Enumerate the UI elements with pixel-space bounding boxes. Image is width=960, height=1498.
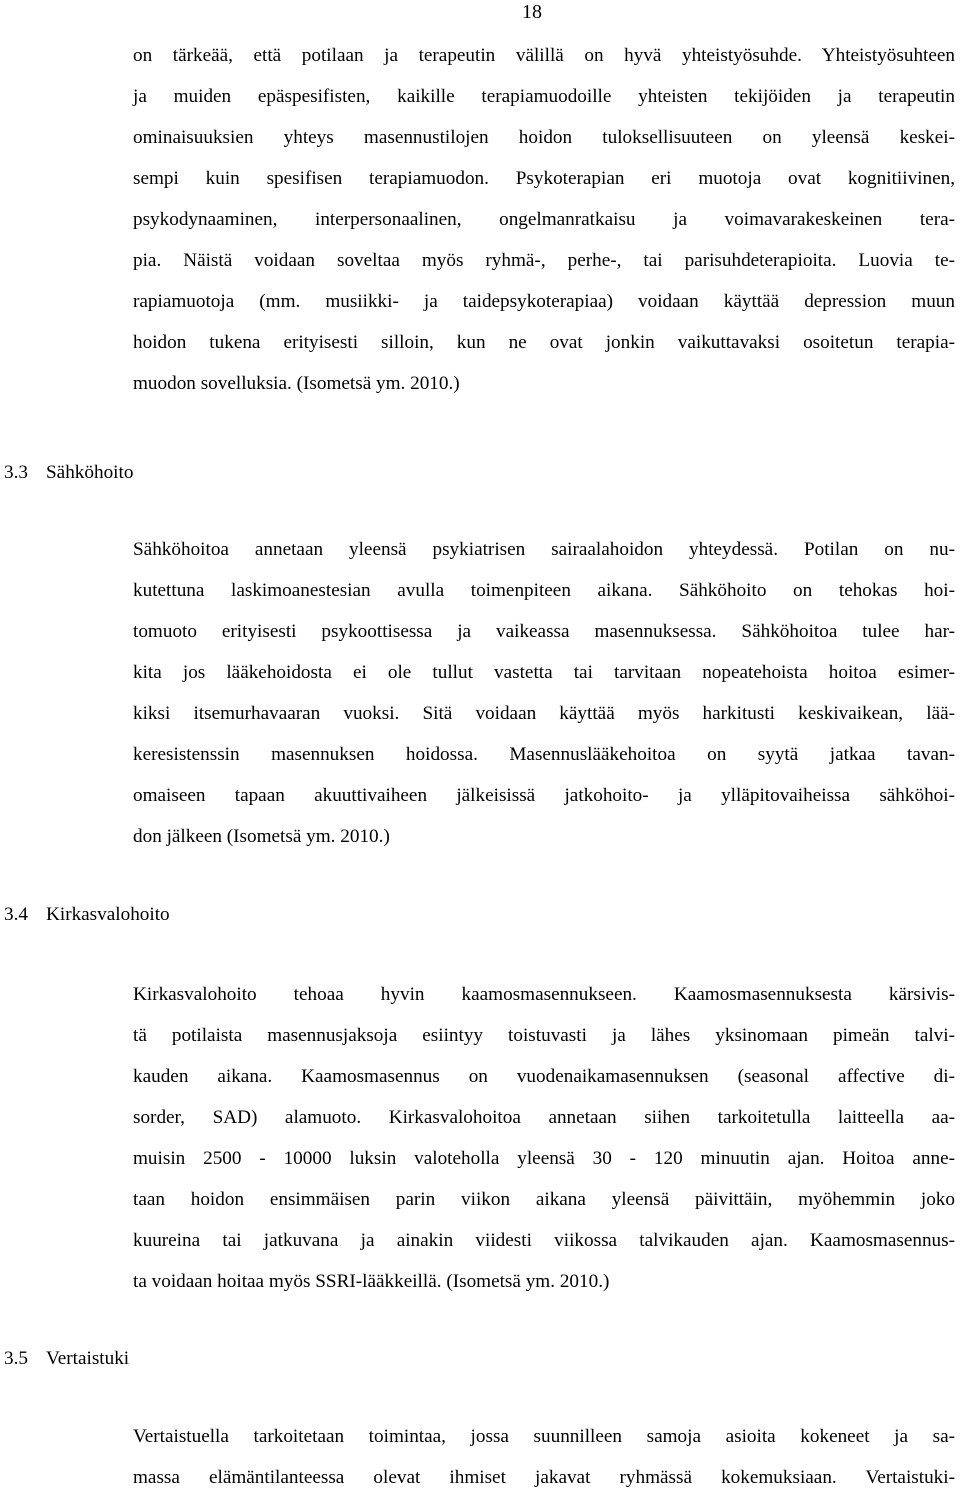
section-heading-electroconvulsive-therapy [4,461,133,485]
text-line: don jälkeen (Isometsä ym. 2010.) [133,826,390,847]
text-line: sorder, SAD) alamuoto. Kirkasvalohoitoa annetaan siihen tarkoitetulla laitteella aa- [133,1107,955,1128]
section-number: 3.5 [4,1348,28,1369]
section-title: Vertaistuki [46,1348,130,1369]
text-line: Kirkasvalohoito tehoaa hyvin kaamosmasennukseen. Kaamosmasennuksesta kärsivis- [133,984,955,1005]
text-line: kauden aikana. Kaamosmasennus on vuodenaikamasennuksen (seasonal affective di- [133,1066,955,1087]
text-line: keresistenssin masennuksen hoidossa. Masennuslääkehoitoa on syytä jatkaa tavan- [133,744,955,765]
text-line: omaiseen tapaan akuuttivaiheen jälkeisissä jatkohoito- ja ylläpitovaiheissa sähköhoi- [133,785,955,806]
section-number: 3.4 [4,904,28,925]
section-number: 3.3 [4,462,28,483]
text-line: taan hoidon ensimmäisen parin viikon aikana yleensä päivittäin, myöhemmin joko [133,1189,955,1210]
text-line: kutettuna laskimoanestesian avulla toimenpiteen aikana. Sähköhoito on tehokas hoi- [133,580,955,601]
text-line: ta voidaan hoitaa myös SSRI-lääkkeillä. (Isometsä ym. 2010.) [133,1271,610,1292]
paragraph-electroconvulsive-therapy [133,529,955,857]
text-line: Vertaistuella tarkoitetaan toimintaa, jossa suunnilleen samoja asioita kokeneet ja sa- [133,1426,955,1447]
text-line: Sähköhoitoa annetaan yleensä psykiatrisen sairaalahoidon yhteydessä. Potilan on nu- [133,539,955,560]
text-line: massa elämäntilanteessa olevat ihmiset jakavat ryhmässä kokemuksiaan. Vertaistuki- [133,1467,955,1488]
paragraph-therapy-forms [133,35,955,404]
section-title: Kirkasvalohoito [46,904,170,925]
text-line: muisin 2500 - 10000 luksin valoteholla yleensä 30 - 120 minuutin ajan. Hoitoa anne- [133,1148,955,1169]
text-line: ominaisuuksien yhteys masennustilojen hoidon tuloksellisuuteen on yleensä keskei- [133,127,955,148]
text-line: pia. Näistä voidaan soveltaa myös ryhmä-, perhe-, tai parisuhdeterapioita. Luovia te- [133,250,955,271]
text-line: hoidon tukena erityisesti silloin, kun ne ovat jonkin vaikuttavaksi osoitetun terapia- [133,332,955,353]
section-heading-bright-light-therapy [4,903,170,927]
paragraph-peer-support [133,1416,955,1498]
text-line: muodon sovelluksia. (Isometsä ym. 2010.) [133,373,460,394]
page-number: 18 [522,1,542,23]
text-line: on tärkeää, että potilaan ja terapeutin välillä on hyvä yhteistyösuhde. Yhteistyösuhteen [133,45,955,66]
paragraph-bright-light-therapy [133,974,955,1302]
text-line: kita jos lääkehoidosta ei ole tullut vastetta tai tarvitaan nopeatehoista hoitoa esimer- [133,662,955,683]
text-line: psykodynaaminen, interpersonaalinen, ongelmanratkaisu ja voimavarakeskeinen tera- [133,209,955,230]
text-line: sempi kuin spesifisen terapiamuodon. Psykoterapian eri muotoja ovat kognitiivinen, [133,168,955,189]
text-line: ja muiden epäspesifisten, kaikille terapiamuodoille yhteisten tekijöiden ja terapeutin [133,86,955,107]
section-title: Sähköhoito [46,462,134,483]
text-line: tomuoto erityisesti psykoottisessa ja vaikeassa masennuksessa. Sähköhoitoa tulee har- [133,621,955,642]
text-line: kuureina tai jatkuvana ja ainakin viidesti viikossa talvikauden ajan. Kaamosmasennus- [133,1230,955,1251]
text-line: tä potilaista masennusjaksoja esiintyy toistuvasti ja lähes yksinomaan pimeän talvi- [133,1025,955,1046]
text-line: rapiamuotoja (mm. musiikki- ja taidepsykoterapiaa) voidaan käyttää depression muun [133,291,955,312]
text-line: kiksi itsemurhavaaran vuoksi. Sitä voidaan käyttää myös harkitusti keskivaikean, lää- [133,703,955,724]
section-heading-peer-support [4,1347,129,1371]
